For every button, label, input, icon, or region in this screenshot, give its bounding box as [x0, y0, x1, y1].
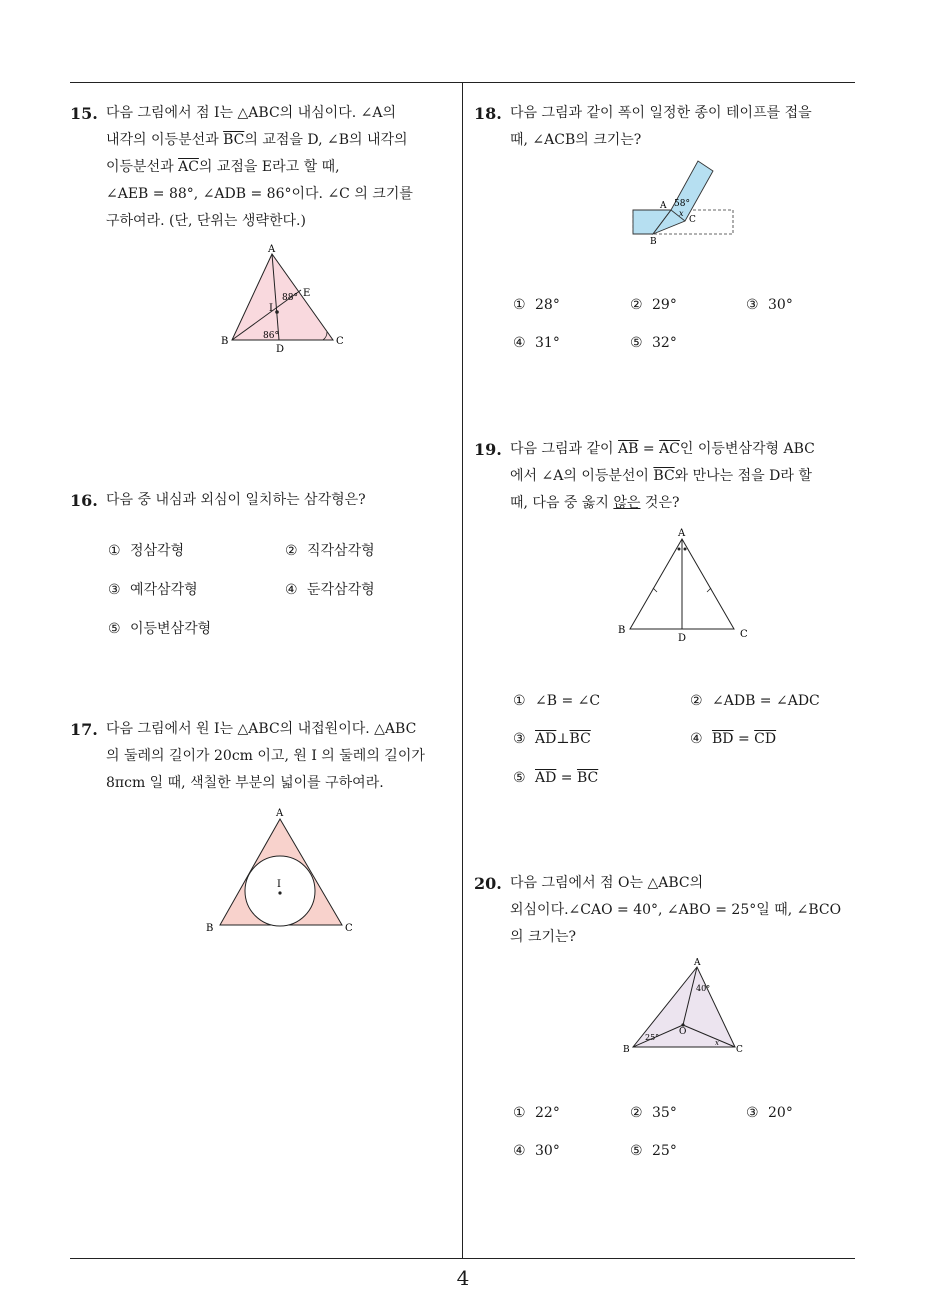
question-text-line: 때, ∠ACB의 크기는?: [510, 132, 642, 148]
question-text-line: ∠AEB = 88°, ∠ADB = 86°이다. ∠C 의 크기를: [106, 186, 413, 202]
answer-choice[interactable]: ② 35°: [630, 1105, 677, 1121]
label-c: C: [736, 1045, 743, 1055]
label-d: D: [276, 344, 285, 355]
tape-folded: [653, 161, 713, 234]
q19-isosceles-figure: [610, 525, 755, 645]
question-number: 17.: [70, 720, 98, 739]
question-text-line: 다음 중 내심과 외심이 일치하는 삼각형은?: [106, 492, 366, 508]
answer-choice[interactable]: ④ $\overline{BD} = \overline{CD}$: [690, 731, 777, 747]
answer-choice[interactable]: ③ 예각삼각형: [108, 582, 198, 598]
label-c: C: [336, 336, 344, 347]
label-a: A: [268, 244, 276, 255]
label-c: C: [740, 629, 748, 640]
answer-choice[interactable]: ⑤ 32°: [630, 335, 677, 351]
label-c: C: [345, 923, 353, 934]
question-text-line: 구하여라. (단, 단위는 생략한다.): [106, 213, 306, 229]
question-number: 20.: [474, 874, 502, 893]
answer-choice[interactable]: ② 29°: [630, 297, 677, 313]
angle-label-40: 40°: [696, 984, 711, 993]
question-19: [474, 436, 859, 517]
answer-choice[interactable]: ④ 둔각삼각형: [285, 582, 375, 598]
question-20: [474, 870, 859, 951]
answer-choice[interactable]: ④ 30°: [513, 1143, 560, 1159]
q17-incircle-figure: [200, 805, 360, 935]
angle-label-x: x: [715, 1039, 719, 1047]
answer-choice[interactable]: ③ 30°: [746, 297, 793, 313]
label-i: I: [277, 879, 281, 890]
answer-choice[interactable]: ① 22°: [513, 1105, 560, 1121]
answer-choice[interactable]: ② ∠ADB = ∠ADC: [690, 693, 820, 709]
angle-label-86: 86°: [263, 331, 279, 341]
label-i: I: [269, 303, 273, 314]
column-divider: [462, 82, 463, 1258]
question-text-line: 다음 그림에서 점 I는 △ABC의 내심이다. ∠A의: [106, 105, 396, 121]
label-b: B: [618, 625, 626, 636]
incenter-point: [278, 891, 281, 894]
q20-circumcenter-figure: [615, 955, 750, 1060]
question-text-line: 때, 다음 중 옳지 않은 것은?: [510, 495, 680, 511]
angle-label-x: x: [679, 209, 684, 218]
question-text-line: 다음 그림에서 점 O는 △ABC의: [510, 875, 704, 891]
answer-choice[interactable]: ② 직각삼각형: [285, 543, 375, 559]
angle-label-88: 88°: [282, 293, 298, 303]
answer-choice[interactable]: ④ 31°: [513, 335, 560, 351]
answer-choice[interactable]: ⑤ 이등변삼각형: [108, 621, 212, 637]
answer-choice[interactable]: ③ 20°: [746, 1105, 793, 1121]
question-18: [474, 100, 859, 154]
label-b: B: [623, 1045, 630, 1055]
question-text-line: 이등분선과 $\overline{AC}$의 교점을 E라고 할 때,: [106, 159, 340, 175]
angle-label-58: 58°: [674, 199, 690, 209]
answer-choice[interactable]: ① 정삼각형: [108, 543, 185, 559]
question-text-line: 다음 그림에서 원 I는 △ABC의 내접원이다. △ABC: [106, 721, 417, 737]
label-a: A: [660, 201, 667, 211]
label-a: A: [678, 528, 686, 539]
question-number: 19.: [474, 440, 502, 459]
label-b: B: [206, 923, 214, 934]
answer-choice[interactable]: ① ∠B = ∠C: [513, 693, 601, 709]
label-o: O: [679, 1027, 687, 1037]
incenter-point: [275, 310, 279, 314]
label-b: B: [221, 336, 229, 347]
answer-choice[interactable]: ① 28°: [513, 297, 560, 313]
answer-choice[interactable]: ⑤ 25°: [630, 1143, 677, 1159]
question-16: [70, 487, 455, 514]
answer-choice[interactable]: ⑤ $\overline{AD} = \overline{BC}$: [513, 770, 599, 786]
question-number: 16.: [70, 491, 98, 510]
answer-choice[interactable]: ③ $\overline{AD}\perp\overline{BC}$: [513, 731, 591, 747]
question-text-line: 다음 그림과 같이 폭이 일정한 종이 테이프를 접을: [510, 105, 812, 121]
question-text-line: 8πcm 일 때, 색칠한 부분의 넓이를 구하여라.: [106, 775, 384, 791]
label-c: C: [689, 215, 696, 225]
question-text-line: 외심이다.∠CAO = 40°, ∠ABO = 25°일 때, ∠BCO: [510, 902, 842, 918]
angle-label-25: 25°: [645, 1033, 660, 1042]
question-15: [70, 100, 455, 235]
q15-triangle-figure: [215, 240, 350, 355]
question-text-line: 다음 그림과 같이 $\overline{AB} = \overline{AC}$인 이등변삼각형 ABC: [510, 441, 815, 457]
q18-tape-figure: [625, 155, 745, 250]
question-text-line: 의 둘레의 길이가 20cm 이고, 원 I 의 둘레의 길이가: [106, 748, 425, 764]
label-a: A: [694, 958, 701, 968]
label-a: A: [276, 808, 284, 819]
question-text-line: 내각의 이등분선과 $\overline{BC}$의 교점을 D, ∠B의 내각의: [106, 132, 408, 148]
question-number: 15.: [70, 104, 98, 123]
question-17: [70, 716, 455, 797]
angle-mark-dot: [678, 548, 681, 551]
question-number: 18.: [474, 104, 502, 123]
tick-mark-ab: [653, 588, 657, 592]
label-d: D: [678, 633, 687, 644]
question-text-line: 에서 ∠A의 이등분선이 $\overline{BC}$와 만나는 점을 D라 할: [510, 468, 812, 484]
angle-mark-dot: [684, 548, 687, 551]
tick-mark-ac: [707, 588, 711, 592]
page-number: 4: [456, 1266, 470, 1290]
incircle: [245, 856, 315, 926]
label-e: E: [303, 288, 311, 299]
bottom-rule: [70, 1258, 855, 1259]
label-b: B: [650, 237, 657, 247]
question-text-line: 의 크기는?: [510, 929, 577, 945]
